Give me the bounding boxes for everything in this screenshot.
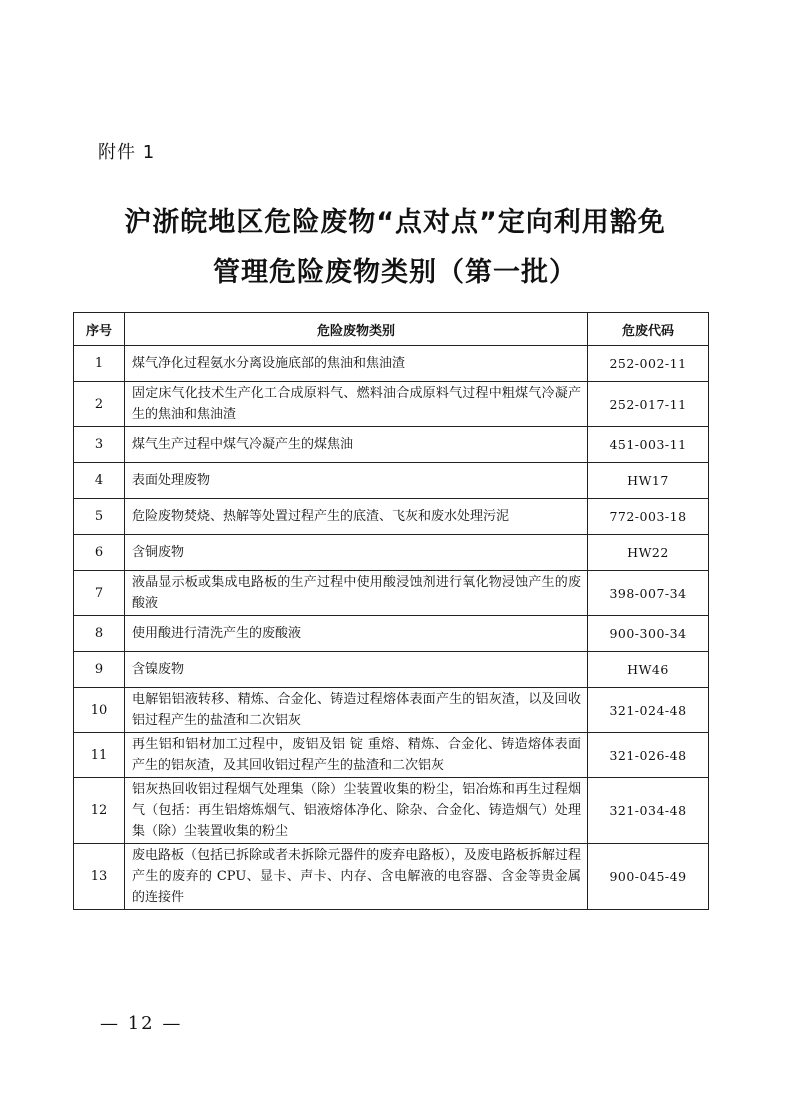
table-row	[74, 571, 709, 616]
table-row	[74, 346, 709, 382]
row-code: 252-017-11	[588, 382, 709, 427]
row-category: 煤气生产过程中煤气冷凝产生的煤焦油	[125, 427, 588, 463]
row-category: 液晶显示板或集成电路板的生产过程中使用酸浸蚀剂进行氧化物浸蚀产生的废酸液	[125, 571, 588, 616]
row-category: 使用酸进行清洗产生的废酸液	[125, 616, 588, 652]
hazardous-waste-table	[73, 312, 709, 910]
table-row	[74, 499, 709, 535]
table-row	[74, 688, 709, 733]
header-waste-category: 危险废物类别	[125, 313, 588, 346]
row-code: HW17	[588, 463, 709, 499]
row-code: 321-034-48	[588, 778, 709, 844]
table-row	[74, 844, 709, 910]
row-number: 11	[74, 733, 125, 778]
row-code: 398-007-34	[588, 571, 709, 616]
table-row	[74, 733, 709, 778]
header-serial-number: 序号	[74, 313, 125, 346]
row-code: HW22	[588, 535, 709, 571]
row-code: 321-026-48	[588, 733, 709, 778]
row-number: 3	[74, 427, 125, 463]
row-number: 1	[74, 346, 125, 382]
row-code: HW46	[588, 652, 709, 688]
row-category: 危险废物焚烧、热解等处置过程产生的底渣、飞灰和废水处理污泥	[125, 499, 588, 535]
table-header-row	[74, 313, 709, 346]
row-code: 451-003-11	[588, 427, 709, 463]
row-number: 13	[74, 844, 125, 910]
row-category: 固定床气化技术生产化工合成原料气、燃料油合成原料气过程中粗煤气冷凝产生的焦油和焦油渣	[125, 382, 588, 427]
row-category: 含镍废物	[125, 652, 588, 688]
row-number: 5	[74, 499, 125, 535]
row-code: 252-002-11	[588, 346, 709, 382]
row-number: 12	[74, 778, 125, 844]
document-title-line-2: 管理危险废物类别（第一批）	[213, 257, 577, 288]
row-number: 9	[74, 652, 125, 688]
row-category: 表面处理废物	[125, 463, 588, 499]
row-category: 再生铝和铝材加工过程中，废铝及铝 锭 重熔、精炼、合金化、铸造熔体表面产生的铝灰渣，及其回收铝过程产生的盐渣和二次铝灰	[125, 733, 588, 778]
row-code: 772-003-18	[588, 499, 709, 535]
table-row	[74, 463, 709, 499]
attachment-label: 附件 1	[98, 142, 156, 163]
row-number: 7	[74, 571, 125, 616]
row-code: 900-045-49	[588, 844, 709, 910]
row-number: 2	[74, 382, 125, 427]
row-category: 铝灰热回收铝过程烟气处理集（除）尘装置收集的粉尘，铝冶炼和再生过程烟气（包括：再生铝熔炼烟气、铝液熔体净化、除杂、合金化、铸造烟气）处理集（除）尘装置收集的粉尘	[125, 778, 588, 844]
row-number: 4	[74, 463, 125, 499]
row-category: 含铜废物	[125, 535, 588, 571]
row-code: 321-024-48	[588, 688, 709, 733]
row-code: 900-300-34	[588, 616, 709, 652]
table-row	[74, 427, 709, 463]
row-category: 废电路板（包括已拆除或者未拆除元器件的废弃电路板），及废电路板拆解过程产生的废弃的 CPU、显卡、声卡、内存、含电解液的电容器、含金等贵金属的连接件	[125, 844, 588, 910]
table-row	[74, 382, 709, 427]
header-waste-code: 危废代码	[588, 313, 709, 346]
row-category: 煤气净化过程氨水分离设施底部的焦油和焦油渣	[125, 346, 588, 382]
page-number: — 12 —	[100, 1013, 183, 1034]
table-row	[74, 616, 709, 652]
row-number: 10	[74, 688, 125, 733]
table-row	[74, 535, 709, 571]
document-title-line-1: 沪浙皖地区危险废物“点对点”定向利用豁免	[124, 207, 666, 238]
row-number: 8	[74, 616, 125, 652]
table-row	[74, 652, 709, 688]
table-row	[74, 778, 709, 844]
row-number: 6	[74, 535, 125, 571]
row-category: 电解铝铝液转移、精炼、合金化、铸造过程熔体表面产生的铝灰渣，以及回收铝过程产生的盐渣和二次铝灰	[125, 688, 588, 733]
